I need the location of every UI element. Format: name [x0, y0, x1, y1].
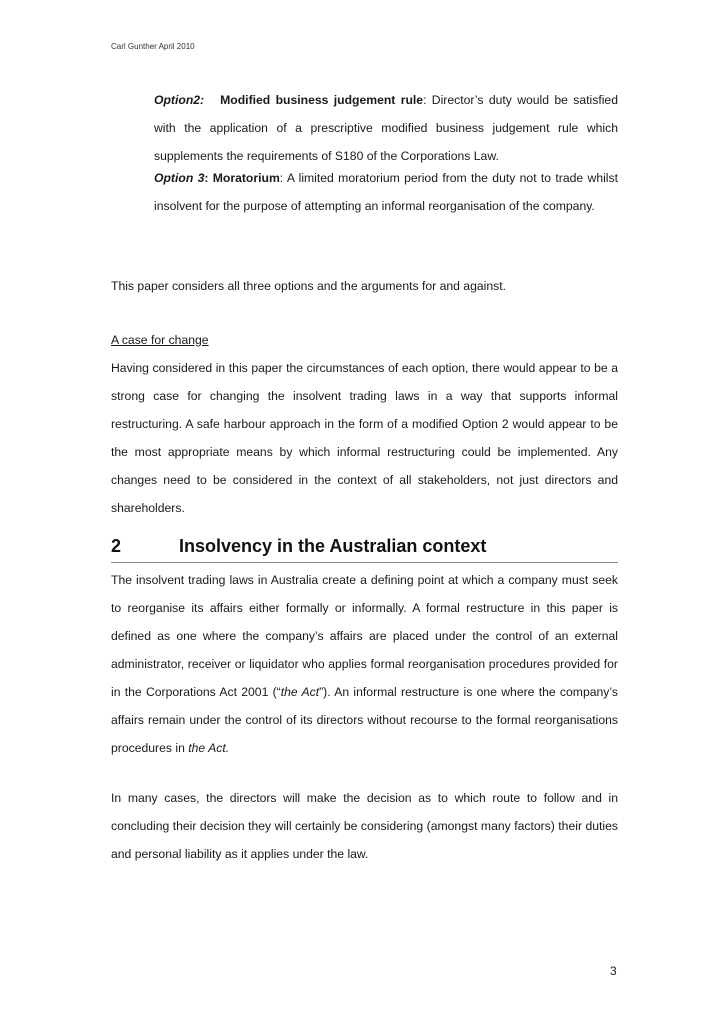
- section-number: 2: [111, 536, 122, 556]
- section-heading: [111, 530, 618, 563]
- running-header: Carl Gunther April 2010: [111, 42, 195, 51]
- option-3-label: Option 3: [154, 171, 205, 185]
- act-reference: the Act: [280, 685, 320, 699]
- case-for-change-block: [111, 326, 618, 522]
- section-para1-part1: The insolvent trading laws in Australia create a defining point at which a company must seek to reorganise its affairs either formally or informally. A formal restructure in this paper is defined as one where the company’s affairs are placed under the control of an external administrator, receiver or liquidator who applies formal reorganisation procedures provided for in the Corporations Act 2001 (“: [111, 573, 618, 699]
- option-3-text: : A limited moratorium period from the duty not to trade whilst insolvent for the purpose of attempting an informal reorganisation of the company.: [154, 171, 618, 213]
- option-3-paragraph: [154, 164, 618, 220]
- option-2-paragraph: [154, 86, 618, 170]
- act-reference-2: the Act.: [188, 741, 230, 755]
- section-paragraph-2: In many cases, the directors will make the decision as to which route to follow and in concluding their decision they will certainly be considering (amongst many factors) their duties and personal liability as it applies under the law.: [111, 791, 618, 861]
- option-3-title: : Moratorium: [204, 171, 280, 185]
- case-for-change-text: Having considered in this paper the circumstances of each option, there would appear to be a strong case for changing the insolvent trading laws in a way that supports informal restructuring. A safe harbour approach in the form of a modified Option 2 would appear to be the most appropriate means by which informal restructuring could be implemented. Any changes need to be considered in the context of all stakeholders, not just directors and shareholders.: [111, 361, 618, 515]
- section-para1-part2: ”). An informal restructure is one where the company’s affairs remain under the control of its directors without recourse to the formal reorganisations procedures in: [111, 685, 618, 755]
- intro-paragraph: This paper considers all three options and the arguments for and against.: [111, 279, 506, 293]
- page-number: 3: [610, 964, 617, 978]
- option-2-label: Option2:: [154, 93, 205, 107]
- option-2-text: : Director’s duty would be satisfied with the application of a prescriptive modified business judgement rule which supplements the requirements of S180 of the Corporations Law.: [154, 93, 618, 163]
- option-2-title: Modified business judgement rule: [220, 93, 424, 107]
- section-paragraph-1: [111, 566, 618, 762]
- case-for-change-heading: A case for change: [111, 333, 209, 347]
- section-title: Insolvency in the Australian context: [179, 536, 487, 556]
